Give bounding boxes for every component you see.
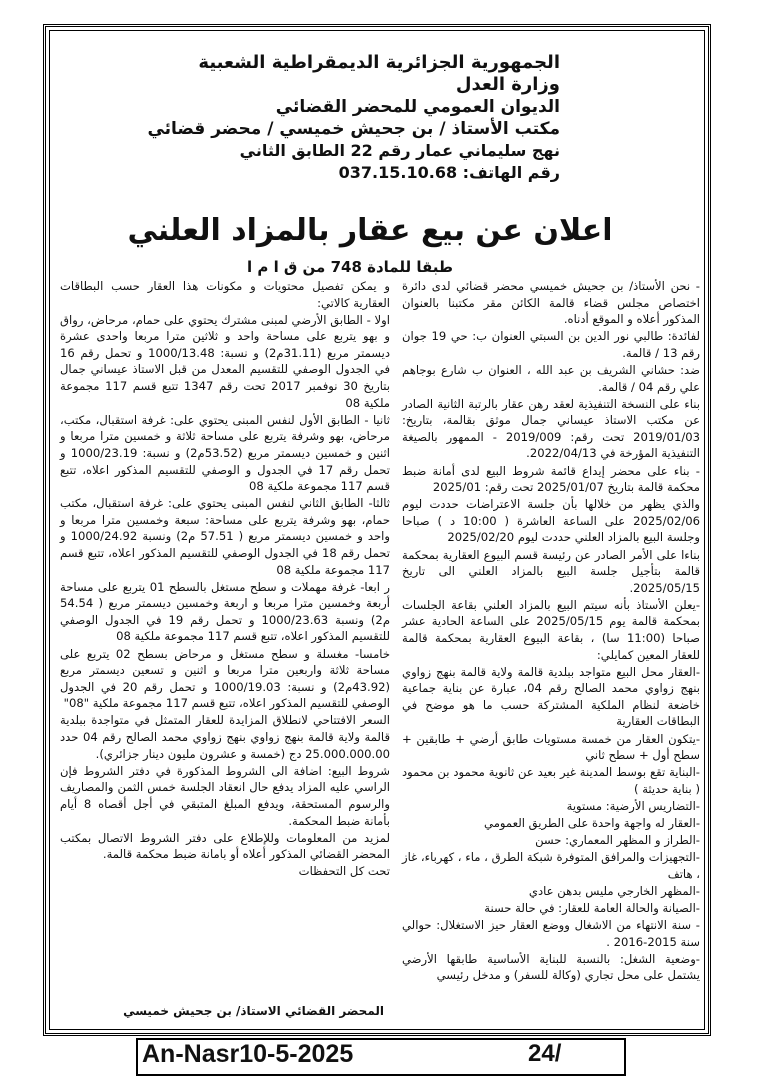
paragraph: -التضاريس الأرضية: مستوية [566, 798, 700, 813]
paragraph: - سنة الانتهاء من الاشغال ووضع العقار حيز الاستغلال: حوالي سنة 2015-2016 . [402, 918, 700, 949]
letterhead-phone [60, 162, 560, 184]
letterhead [60, 52, 560, 184]
footer-date: An-Nasr10-5-2025 [142, 1040, 354, 1068]
right-column [402, 278, 700, 984]
left-column [60, 278, 390, 880]
paragraph: بناءا على الأمر الصادر عن رئيسة قسم البيوع العقارية بمحكمة قالمة بتأجيل جلسة البيع بالمزاد العلني الى تاريخ 2025/05/15. [402, 547, 700, 595]
paragraph: ثانيا - الطابق الأول لنفس المبنى يحتوي على: غرفة استقبال، مكتب، مرحاض، بهو وشرفة يتربع على مساحة ثلاثة و خمسين مترا مربعا و اثنين و خمسين ديسمتر مربع (53.52م2) و نسبة: 1000/23.19 و تحمل رقم 17 في الجدول و الوصفي للتقسيم المذكور اعلاه، تتبع قسم 117 مجموعة ملكية 08 [60, 412, 390, 494]
letterhead-office: الديوان العمومي للمحضر القضائي [275, 97, 560, 117]
paragraph: والذي يظهر من خلالها بأن جلسة الاعتراضات حددت ليوم 2025/02/06 على الساعة العاشرة ( 10:00 د ) صباحا وجلسة البيع بالمزاد العلني حددت ليوم 2025/02/20 [402, 497, 700, 545]
paragraph: -يتكون العقار من خمسة مستويات طابق أرضي + طابقين + سطح أول + سطح ثاني [402, 731, 700, 763]
letterhead-ministry: وزارة العدل [455, 74, 560, 95]
paragraph: -التجهيزات والمرافق المتوفرة شبكة الطرق ، ماء ، كهرباء، غاز ، هاتف [402, 850, 700, 881]
announcement-subtitle: طبقا للمادة 748 من ق ا م ا [246, 258, 454, 276]
paragraph: ر ابعا- غرفة مهملات و سطح مستغل بالسطح 01 يتربع على مساحة أربعة وخمسين مترا مربعا و اربعة وخمسين ديسمتر مربع ( 54.54 م2) ونسبة 1000/23.63 و تحمل رقم 19 في الجدول الوصفي للتقسيم المذكور اعلاه، تتبع قسم 117 مجموعة ملكية 08 [60, 579, 390, 644]
paragraph: بناء على النسخة التنفيذية لعقد رهن عقار بالرتبة الثانية الصادر عن مكتب الاستاذ عيساني جمال موثق بقالمة، بتاريخ: 2019/01/03 تحت رقم: 2019/009 - الممهور بالصيغة التنفيذية المؤرخة في 2022/04/13. [402, 396, 700, 461]
phone-label: رقم الهاتف: [462, 163, 560, 182]
paragraph: ثالثا- الطابق الثاني لنفس المبنى يحتوي على: غرفة استقبال، مكتب حمام، بهو وشرفة يتربع على مساحة: سبعة وخمسين مترا مربعا و واحد و خمسين ديسمتر مربع ( 57.51 م2) ونسبة 1000/24.92 و تحمل رقم 18 في الجدول الوصفي للتقسيم المذكور اعلاه، تتبع قسم 117 مجموعة ملكية 08 [60, 496, 391, 577]
paragraph: خامسا- مغسلة و سطح مستغل و مرحاض بسطح 02 يتربع على مساحة ثلاثة واربعين مترا مربعا و اثنين و تسعين ديسمتر مربع (43.92م2) و نسبة: 1000/19.03 و تحمل رقم 20 في الجدول الوصفي للتقسيم المذكور اعلاه، تتبع قسم 117 مجموعة ملكية "08" [60, 646, 391, 711]
paragraph: -العقار محل البيع متواجد ببلدية قالمة ولاية قالمة بنهج زواوي بنهج زواوي محمد الصالح رقم 04، عبارة عن بناية جماعية خاضعة لنظام الملكية المشتركة حسب ما هو موضح في البطاقات العقارية [402, 664, 700, 729]
paragraph: شروط البيع: اضافة الى الشروط المذكورة في دفتر الشروط فإن الراسي عليه المزاد يدفع حال انعقاد الجلسة خمس الثمن والمصاريف والرسوم المستحقة، ويدفع المبلغ المتبقي في أجل أقصاه 8 أيام بأمانة ضبط المحكمة. [60, 763, 390, 828]
paragraph: -يعلن الأستاذ بأنه سيتم البيع بالمزاد العلني بقاعة الجلسات بمحكمة قالمة يوم 2025/05/15 على الساعة الحادية عشر صباحا (11:00 سا) ، بقاعة البيوع العقارية بمحكمة قالمة للعقار المعين كمايلي: [402, 597, 700, 662]
paragraph: و يمكن تفصيل محتويات و مكونات هذا العقار حسب البطاقات العقارية كالاتي: [60, 279, 390, 310]
paragraph: -المظهر الخارجي مليس بدهن عادي [528, 883, 700, 898]
paragraph: - نحن الأستاذ/ بن جحيش خميسي محضر قضائي لدى دائرة اختصاص مجلس قضاء قالمة الكائن مقر مكتبنا بالعنوان المذكور أعلاه و الموقع أدناه. [402, 279, 700, 327]
letterhead-bailiff: مكتب الأستاذ / بن جحيش خميسي / محضر قضائي [147, 119, 560, 139]
paragraph: ضد: حشاني الشريف بن عبد الله ، العنوان ب شارع بوجاهم علي رقم 04 / قالمة. [402, 362, 700, 394]
paragraph: -البناية تقع بوسط المدينة غير بعيد عن ثانوية محمود بن محمود ( بناية حديثة ) [402, 765, 700, 796]
signature: المحضر القضائي الاستاذ/ بن جحيش خميسي [123, 1004, 384, 1018]
announcement-title: اعلان عن بيع عقار بالمزاد العلني [127, 213, 613, 248]
paragraph: -العقار له واجهة واحدة على الطريق العمومي [484, 816, 700, 830]
paragraph: -وضعية الشغل: بالنسبة للبناية الأساسية طابقها الأرضي يشتمل على محل تجاري (وكالة للسفر) و مدخل رئيسي [402, 951, 700, 983]
paragraph: -الصيانة والحالة العامة للعقار: في حالة حسنة [484, 900, 700, 915]
paragraph: - بناء على محضر إيداع قائمة شروط البيع لدى أمانة ضبط محكمة قالمة بتاريخ 2025/01/07 تحت رقم: 2025/01 [402, 463, 700, 495]
paragraph: لفائدة: طالبي نور الدين بن السبتي العنوان ب: حي 19 جوان رقم 13 / قالمة. [402, 329, 700, 360]
paragraph: -الطراز و المظهر المعماري: حسن [535, 833, 700, 848]
phone-value: 037.15.10.68 [338, 163, 458, 182]
paragraph: السعر الافتتاحي لانطلاق المزايدة للعقار المتمثل في متواجدة ببلدية قالمة ولاية قالمة بنهج زواوي بنهج زواوي محمد الصالح رقم 04 حدد 25.000.000.00 دج (خمسة و عشرون مليون دينار جزائري). [60, 713, 391, 761]
paragraph: اولا - الطابق الأرضي لمبنى مشترك يحتوي على حمام، مرحاض، رواق و بهو يتربع على مساحة واحد و ثلاثين مترا مربعا واحدى عشرة ديسمتر مربع (31.11م2) و نسبة: 1000/13.48 و تحمل رقم 16 في الجدول الوصفي للتقسيم المعدل من قبل الاستاذ عيساني جمال بتاريخ 30 نوفمبر 2017 تحت رقم 1347 تتبع قسم 117 مجموعة ملكية 08 [60, 312, 391, 410]
footer-page-number: 24/ [528, 1040, 562, 1067]
letterhead-address: نهج سليماني عمار رقم 22 الطابق الثاني [239, 141, 560, 160]
paragraph: لمزيد من المعلومات وللإطلاع على دفتر الشروط الاتصال بمكتب المحضر القضائي المذكور أعلاه أو بامانة ضبط محكمة قالمة. [60, 830, 390, 862]
paragraph: تحت كل التحفظات [298, 864, 390, 879]
letterhead-country: الجمهورية الجزائرية الديمقراطية الشعبية [198, 52, 560, 73]
